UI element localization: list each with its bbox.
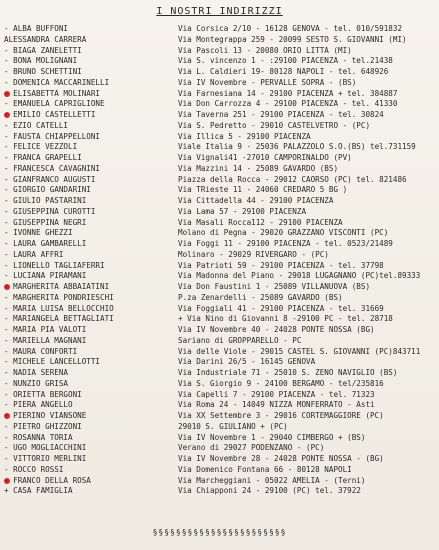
entry-name: - ELISABETTA MOLINARI: [4, 88, 101, 98]
entry-name: - EZIO CATELLI: [4, 120, 69, 130]
address-entry: [4, 325, 436, 336]
entry-address: Sariano di GROPPARELLO - PC: [178, 335, 302, 345]
entry-address: Via Pascoli 13 - 20080 ORIO LITTA (MI): [178, 45, 352, 55]
entry-address: Via Lama 57 - 29100 PIACENZA: [178, 206, 307, 216]
entry-address: Via IV Novembre 40 - 24028 PONTE NOSSA (BG): [178, 325, 375, 334]
address-entry: [4, 67, 436, 78]
entry-address: Verano di 29027 PODENZANO - (PC): [178, 443, 325, 453]
address-entry: [4, 89, 436, 100]
entry-address: Via Madonna del Piano - 29018 LUGAGNANO (PC)tel.89333: [178, 271, 421, 281]
entry-name: - ROSANNA TORIA: [4, 432, 73, 442]
entry-address: Via S. vincenzo 1 - :29100 PIACENZA - tel.21438: [178, 56, 393, 66]
entry-name: - LAURA AFFRI: [4, 249, 64, 259]
entry-name: - GIUSEPPINA NEGRI: [4, 217, 87, 227]
entry-name: - ORIETTA BERGONI: [4, 389, 82, 399]
entry-name: - BRUNO SCHETTINI: [4, 67, 82, 76]
entry-name: - FAUSTA CHIAPPELLONI: [4, 131, 101, 141]
address-entry: [4, 486, 436, 497]
entry-address: Piazza della Rocca - 29012 CAORSO (PC) tel. 821486: [178, 174, 407, 184]
address-entry: [4, 132, 436, 143]
entry-address: Via Montegrappa 259 - 20099 SESTO S. GIOVANNI (MI): [178, 34, 407, 44]
address-entry: [4, 304, 436, 315]
entry-address: Via XX Settembre 3 - 29016 CORTEMAGGIORE (PC): [178, 411, 384, 420]
entry-name: - FRANCA GRAPELLI: [4, 153, 82, 162]
address-entry: [4, 35, 436, 46]
entry-address: Via Marcheggiani - 05022 AMELIA - (Terni): [178, 475, 366, 485]
address-entry: [4, 153, 436, 164]
address-entry: [4, 347, 436, 358]
entry-address: 29010 S. GIULIANO + (PC): [178, 421, 288, 431]
entry-name: - NADIA SERENA: [4, 368, 69, 377]
entry-address: Via S. Pedretto - 29010 CASTELVETRO - (PC): [178, 120, 371, 130]
page-title: [0, 6, 439, 17]
entry-name: - ROCCO ROSSI: [4, 464, 64, 474]
address-entry: [4, 99, 436, 110]
address-entry: [4, 207, 436, 218]
entry-address: Via IV Novembre 1 - 29040 CIMBERGO + (BS): [178, 432, 366, 442]
address-entry: [4, 282, 436, 293]
address-entry: [4, 78, 436, 89]
entry-address: Via Masali Rocca112 - 29100 PIACENZA: [178, 217, 343, 227]
entry-name: - EMANUELA CAPRIGLIONE: [4, 99, 105, 109]
entry-name: - MARIA LUISA BELLOCCHIO: [4, 303, 114, 313]
entry-name: - UGO MOGLIACCHINI: [4, 443, 87, 453]
entry-address: Via Cittadella 44 - 29100 PIACENZA: [178, 196, 334, 205]
address-entry: [4, 24, 436, 35]
entry-name: - GIORGIO GANDARINI: [4, 185, 91, 195]
entry-name: - PIERA ANGELLO: [4, 400, 73, 410]
address-list: [4, 24, 436, 497]
address-entry: [4, 196, 436, 207]
entry-address: Via Don Faustini 1 - 25089 VILLANUOVA (BS): [178, 282, 371, 291]
entry-address: Via L. Caldieri 19- 80128 NAPOLI - tel. 648926: [178, 67, 389, 76]
entry-name: - LIONELLO TAGLIAFERRI: [4, 260, 105, 270]
address-entry: [4, 175, 436, 186]
address-entry: [4, 261, 436, 272]
entry-name: - LAURA GAMBARELLI: [4, 239, 87, 248]
entry-address: Via Darini 26/5 - 16145 GENOVA: [178, 357, 316, 367]
address-entry: [4, 239, 436, 250]
address-entry: [4, 185, 436, 196]
entry-name: - BIAGA ZANELETTI: [4, 45, 82, 55]
entry-name: - MARGHERITA ABBAIATINI: [4, 282, 110, 291]
address-entry: [4, 250, 436, 261]
entry-name: - MARGHERITA PONDRIESCHI: [4, 292, 114, 302]
entry-name: - DOMENICA MACCARINELLI: [4, 77, 110, 87]
entry-name: - MARIA PIA VALOTI: [4, 325, 87, 334]
entry-name: - FELICE VEZZOLI: [4, 142, 78, 152]
footer-separator: §§§§§§§§§§§§§§§§§§§§§§§: [152, 528, 287, 537]
entry-address: Via Farnesiana 14 - 29100 PIACENZA + tel. 384887: [178, 88, 398, 98]
address-entry: [4, 368, 436, 379]
address-entry: [4, 142, 436, 153]
address-entry: [4, 411, 436, 422]
address-entry: [4, 293, 436, 304]
entry-name: - MICHELE LANCELLOTTI: [4, 357, 101, 367]
address-entry: [4, 454, 436, 465]
entry-address: Via Foggiali 41 - 29100 PIACENZA - tel. 31669: [178, 303, 384, 313]
address-entry: [4, 422, 436, 433]
address-entry: [4, 443, 436, 454]
entry-name: - FRANCESCA CAVAGNINI: [4, 163, 101, 173]
entry-name: - VITTORIO MERLINI: [4, 454, 87, 463]
entry-address: Via Vignali41 -27010 CAMPORINALDO (PV): [178, 153, 352, 162]
entry-address: Molinaro - 29029 RIVERGARO - (PC): [178, 249, 329, 259]
address-entry: [4, 271, 436, 282]
entry-address: Via Illica 5 - 29100 PIACENZA: [178, 131, 311, 141]
entry-name: - EMILIO CASTELLETTI: [4, 110, 96, 119]
address-entry: [4, 476, 436, 487]
address-entry: [4, 218, 436, 229]
address-entry: [4, 164, 436, 175]
entry-address: Via Domenico Fontana 66 - 80128 NAPOLI: [178, 464, 352, 474]
entry-name: - GIANFRANCO AUGUSTI: [4, 174, 96, 184]
address-entry: [4, 390, 436, 401]
entry-name: - GIUSEPPINA CUROTTI: [4, 206, 96, 216]
entry-name: - ALBA BUFFONI: [4, 24, 69, 33]
entry-name: - MARIANGELA BETTAGLIATI: [4, 314, 114, 324]
entry-address: Viale Italia 9 - 25036 PALAZZOLO S.O.(BS) tel.731159: [178, 142, 416, 152]
address-entry: [4, 433, 436, 444]
entry-address: Via IV Novembre 28 - 24028 PONTE NOSSA - (BG): [178, 454, 384, 463]
entry-address: Via IV Novembre - PERVALLE SOPRA - (BS): [178, 77, 357, 87]
entry-name: - PIERINO VIANSONE: [4, 411, 87, 420]
address-entry: [4, 314, 436, 325]
address-entry: [4, 228, 436, 239]
entry-address: Via Chiapponi 24 - 29100 (PC) tel. 37922: [178, 486, 361, 496]
address-entry: [4, 465, 436, 476]
entry-address: Via delle Viole - 29015 CASTEL S. GIOVANNI (PC)843711: [178, 346, 421, 356]
entry-address: Via Don Carrozza 4 - 29100 PIACENZA - tel. 41330: [178, 99, 398, 109]
entry-name: - GIULIO PASTARINI: [4, 196, 87, 205]
entry-name: ALESSANDRA CARRERA: [4, 34, 87, 44]
entry-address: Via Capelli 7 - 29100 PIACENZA - tel. 71323: [178, 389, 375, 399]
entry-name: - MAURA CONFORTI: [4, 346, 78, 356]
entry-address: P.za Zenardelli - 25089 GAVARDO (BS): [178, 292, 343, 302]
entry-name: - NUNZIO GRISA: [4, 378, 69, 388]
address-entry: [4, 46, 436, 57]
entry-address: Via Foggi 11 - 29100 PIACENZA - tel. 0523/21489: [178, 239, 393, 248]
entry-address: Via Taverna 251 - 29100 PIACENZA - tel. 30824: [178, 110, 384, 119]
entry-address: Via Mazzini 14 - 25089 GAVARDO (BS): [178, 163, 339, 173]
entry-name: + CASA FAMIGLIA: [4, 486, 73, 496]
entry-name: - MARIELLA MAGNANI: [4, 335, 87, 345]
address-entry: [4, 379, 436, 390]
entry-name: - FRANCO DELLA ROSA: [4, 475, 91, 485]
address-entry: [4, 357, 436, 368]
entry-address: Via Roma 24 - 14049 NIZZA MONFERRATO - Asti: [178, 400, 375, 410]
address-entry: [4, 56, 436, 67]
entry-address: Via Industriale 71 - 25010 S. ZENO NAVIGLIO (BS): [178, 368, 398, 377]
entry-address: Molano di Pegna - 29020 GRAZZANO VISCONTI (PC): [178, 228, 389, 238]
entry-address: Via S. Giorgio 9 - 24100 BERGAMO - tel/235816: [178, 378, 384, 388]
address-entry: [4, 400, 436, 411]
entry-address: Via Corsica 2/10 - 16128 GENOVA - tel. 010/591832: [178, 24, 403, 33]
entry-name: - BONA MOLIGNANI: [4, 56, 78, 66]
entry-name: - IVONNE GHEZZI: [4, 228, 73, 238]
entry-name: - LUCIANA PIRAMANI: [4, 271, 87, 281]
entry-address: Via Patrioti 59 - 29100 PIACENZA - tel. 37798: [178, 260, 384, 270]
page-title-text: I NOSTRI INDIRIZZI: [156, 6, 283, 17]
address-entry: [4, 336, 436, 347]
address-entry: [4, 121, 436, 132]
entry-address: Via TRieste 11 - 24060 CREDARO 5 BG ): [178, 185, 348, 195]
address-entry: [4, 110, 436, 121]
entry-name: - PIETRO GHIZZONI: [4, 421, 82, 431]
entry-address: + Via Nino di Giovanni 8 -29100 PC - tel. 28718: [178, 314, 393, 324]
